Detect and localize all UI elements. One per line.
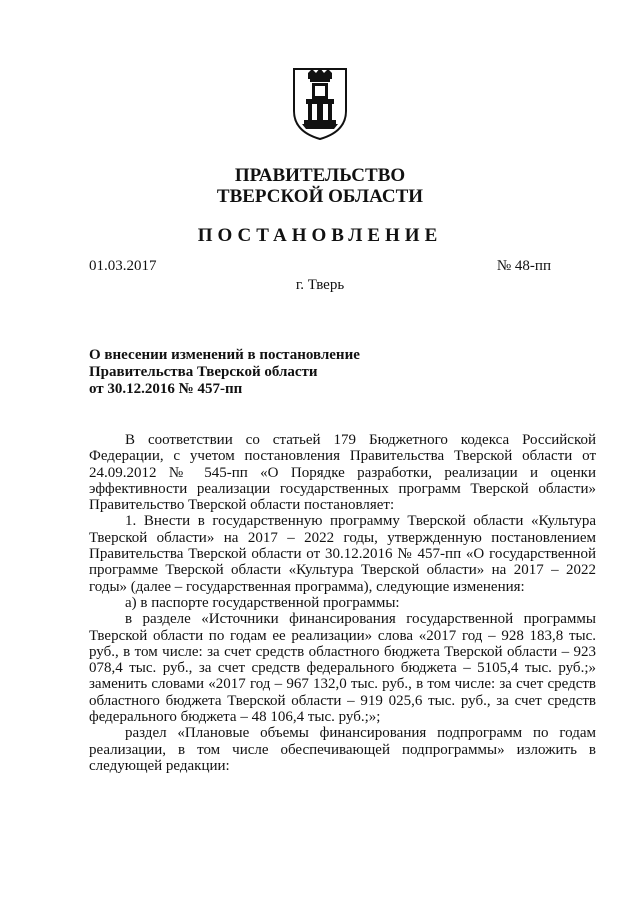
document-city: г. Тверь [295,277,345,293]
document-type: ПОСТАНОВЛЕНИЕ [197,225,443,246]
document-body [89,432,596,774]
paragraph-item-a: а) в паспорте государственной программы: [125,594,400,611]
document-number: № 48-пп [496,258,551,274]
paragraph-planned-volumes: раздел «Плановые объемы финансирования подпрограмм по годам реализации, в том числе обеспечивающей подпрограммы» изложить в следующей редакции: [89,725,596,774]
government-title-line1: ПРАВИТЕЛЬСТВО [234,165,406,186]
paragraph-sources: в разделе «Источники финансирования государственной программы Тверской области по годам ее реализации» слова «2017 год – 928 183,8 тыс. руб., в том числе: за счет средств областного бюджета Тверской области – 923 078,4 тыс. руб., за счет средств федерального бюджета – 5105,4 тыс. руб.;» заменить словами «2017 год – 967 132,0 тыс. руб., в том числе: за счет средств областного бюджета Тверской области – 919 025,6 тыс. руб., за счет средств федерального бюджета – 48 106,4 тыс. руб.;»; [89,611,596,726]
document-subject [89,347,419,398]
document-date: 01.03.2017 [89,258,157,274]
paragraph-preamble: В соответствии со статьей 179 Бюджетного кодекса Российской Федерации, с учетом постановления Правительства Тверской области от 24.09.2012 № 545-пп «О Порядке разработки, реализации и оценки эффективности реализации государственных программ Тверской области» Правительство Тверской области постановляет: [89,432,596,514]
subject-line3: от 30.12.2016 № 457-пп [89,381,243,397]
subject-line2: Правительства Тверской области [89,364,318,380]
subject-line1: О внесении изменений в постановление [89,347,360,363]
coat-of-arms-icon [290,65,350,141]
paragraph-item-1: 1. Внести в государственную программу Тверской области «Культура Тверской области» на 2017 – 2022 годы, утвержденную постановлением Правительства Тверской области от 30.12.2016 № 457-пп «О государственной программе Тверской области «Культура Тверской области» на 2017 – 2022 годы» (далее – государственная программа), следующие изменения: [89,513,596,595]
government-title-line2: ТВЕРСКОЙ ОБЛАСТИ [216,186,424,207]
government-title [0,165,640,207]
